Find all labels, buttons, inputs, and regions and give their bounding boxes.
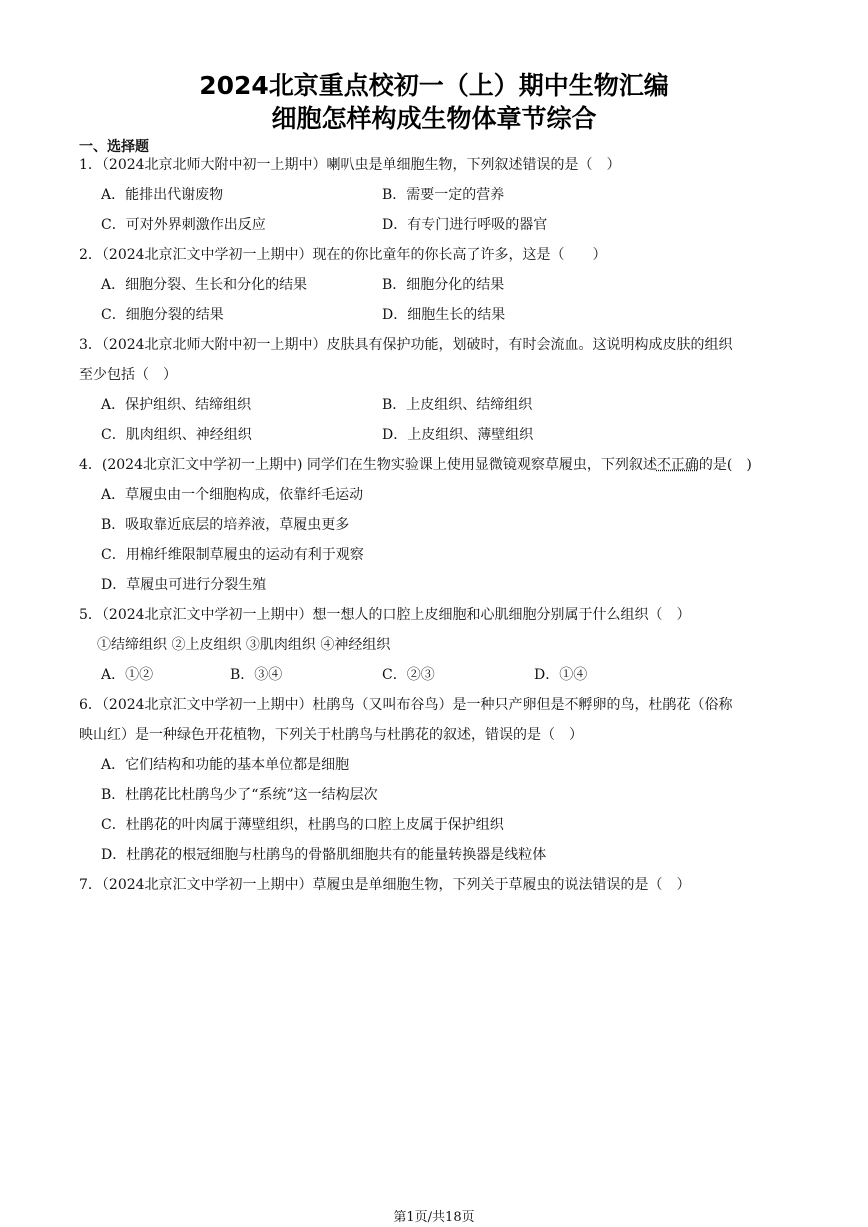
question-4-stem <box>79 456 752 474</box>
question-1-option-b: B．需要一定的营养 <box>382 187 505 203</box>
question-1-option-c: C．可对外界刺激作出反应 <box>101 217 266 233</box>
question-6-stem-line1: 6．（2024北京汇文中学初一上期中）杜鹃鸟（又叫布谷鸟）是一种只产卵但是不孵卵的鸟，杜鹃花（俗称 <box>79 697 733 713</box>
question-2-option-c: C．细胞分裂的结果 <box>101 307 224 323</box>
question-5-items: ①结缔组织 ②上皮组织 ③肌肉组织 ④神经组织 <box>97 637 391 653</box>
question-3-stem-line1: 3．（2024北京北师大附中初一上期中）皮肤具有保护功能，划破时，有时会流血。这说明构成皮肤的组织 <box>79 337 733 353</box>
question-6-option-c: C．杜鹃花的叶肉属于薄壁组织，杜鹃鸟的口腔上皮属于保护组织 <box>101 817 504 833</box>
question-4-stem-post: 的是( ) <box>698 457 752 473</box>
question-2-stem: 2．（2024北京汇文中学初一上期中）现在的你比童年的你长高了许多，这是（ ） <box>79 247 607 263</box>
question-4-stem-pre: 4．(2024北京汇文中学初一上期中) 同学们在生物实验课上使用显微镜观察草履虫，下列叙述 <box>79 457 657 473</box>
question-6-option-b: B．杜鹃花比杜鹃鸟少了“系统”这一结构层次 <box>101 787 378 803</box>
question-4-stem-emphasis: 不正确 <box>656 457 699 473</box>
question-5-option-c: C．②③ <box>382 667 435 683</box>
page-subtitle: 细胞怎样构成生物体章节综合 <box>271 104 597 133</box>
question-4-option-b: B．吸取靠近底层的培养液，草履虫更多 <box>101 517 350 533</box>
question-3-option-c: C．肌肉组织、神经组织 <box>101 427 252 443</box>
question-6-option-a: A．它们结构和功能的基本单位都是细胞 <box>101 757 350 773</box>
question-4-option-a: A．草履虫由一个细胞构成，依靠纤毛运动 <box>101 487 364 503</box>
question-6-stem-line2: 映山红）是一种绿色开花植物，下列关于杜鹃鸟与杜鹃花的叙述，错误的是（ ） <box>79 727 583 743</box>
question-3-option-a: A．保护组织、结缔组织 <box>101 397 252 413</box>
question-5-stem: 5．（2024北京汇文中学初一上期中）想一想人的口腔上皮细胞和心肌细胞分别属于什么组织（ ） <box>79 607 691 623</box>
question-6-option-d: D．杜鹃花的根冠细胞与杜鹃鸟的骨骼肌细胞共有的能量转换器是线粒体 <box>101 847 547 863</box>
question-5-option-d: D．①④ <box>534 667 588 683</box>
question-4-option-d: D．草履虫可进行分裂生殖 <box>101 577 267 593</box>
question-5-option-a: A．①② <box>101 667 154 683</box>
question-2-option-a: A．细胞分裂、生长和分化的结果 <box>101 277 308 293</box>
section-heading: 一、选择题 <box>79 139 149 155</box>
question-3-option-b: B．上皮组织、结缔组织 <box>382 397 533 413</box>
page-title: 2024北京重点校初一（上）期中生物汇编 <box>199 71 669 100</box>
question-4-option-c: C．用棉纤维限制草履虫的运动有利于观察 <box>101 547 364 563</box>
page-number: 第1页/共18页 <box>393 1210 475 1225</box>
question-3-stem-line2: 至少包括（ ） <box>79 367 177 383</box>
question-3-option-d: D．上皮组织、薄壁组织 <box>382 427 534 443</box>
question-1-option-a: A．能排出代谢废物 <box>101 187 224 203</box>
question-2-option-d: D．细胞生长的结果 <box>382 307 506 323</box>
question-1-stem: 1．（2024北京北师大附中初一上期中）喇叭虫是单细胞生物，下列叙述错误的是（ ） <box>79 157 621 173</box>
question-7-stem: 7．（2024北京汇文中学初一上期中）草履虫是单细胞生物，下列关于草履虫的说法错误的是（ ） <box>79 877 691 893</box>
question-1-option-d: D．有专门进行呼吸的器官 <box>382 217 548 233</box>
question-5-option-b: B．③④ <box>230 667 283 683</box>
question-2-option-b: B．细胞分化的结果 <box>382 277 505 293</box>
